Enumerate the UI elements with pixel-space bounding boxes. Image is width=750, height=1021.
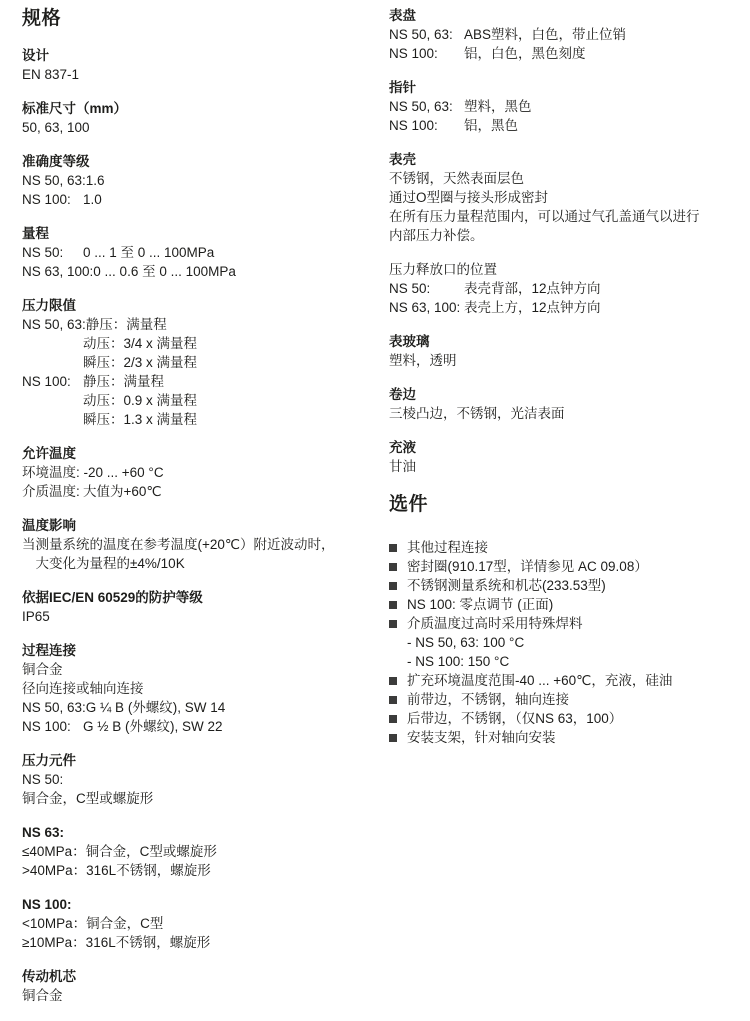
row-value: 0 ... 0.6 至 0 ... 100MPa <box>93 264 236 279</box>
section-heading: 标准尺寸（mm） <box>22 101 128 116</box>
section-heading: 表壳 <box>389 152 416 167</box>
option-item <box>389 728 739 747</box>
section-pressure-relief-location <box>389 260 739 317</box>
section-heading: 压力限值 <box>22 298 76 313</box>
text-line: 铜合金，C型或螺旋形 <box>22 791 154 806</box>
text-line: 大变化为量程的±4%/10K <box>22 556 185 571</box>
options-list <box>389 538 739 747</box>
row-value: ABS塑料，白色，带止位销 <box>464 27 627 42</box>
text-line: 径向连接或轴向连接 <box>22 681 144 696</box>
row-value: 表壳背部，12点钟方向 <box>464 281 601 296</box>
row-value: 塑料，黑色 <box>464 99 532 114</box>
section-heading: 指针 <box>389 80 416 95</box>
section-case <box>389 150 739 245</box>
row-label: NS 50, 63: <box>22 173 86 188</box>
spec-row <box>22 372 374 391</box>
section-heading: 过程连接 <box>22 643 76 658</box>
spec-row <box>389 279 739 298</box>
section-temperature-effect <box>22 516 374 573</box>
text-line: 三棱凸边，不锈钢，光洁表面 <box>389 406 565 421</box>
section-ring <box>389 385 739 423</box>
option-text: 其他过程连接 <box>407 540 488 555</box>
row-label: NS 100: <box>389 46 438 61</box>
section-pressure-element <box>22 751 374 808</box>
row-value: 静压：满量程 <box>83 374 164 389</box>
spec-row <box>22 717 374 736</box>
row-value: 静压：满量程 <box>85 317 167 332</box>
option-subline: - NS 100: 150 °C <box>407 654 510 669</box>
option-item <box>389 595 739 614</box>
bullet-square-icon <box>389 544 397 552</box>
option-text: 不锈钢测量系统和机芯(233.53型) <box>407 578 606 593</box>
section-permissible-temperature <box>22 444 374 501</box>
row-value: 动压：0.9 x 满量程 <box>83 393 198 408</box>
spec-row <box>22 353 374 372</box>
text-line: NS 50: <box>22 772 64 787</box>
section-heading: 设计 <box>22 48 49 63</box>
section-pressure-element-ns100 <box>22 895 374 952</box>
option-item <box>389 614 739 671</box>
row-value: 铝，黑色 <box>464 118 518 133</box>
spec-row <box>22 391 374 410</box>
left-column <box>22 6 374 1020</box>
text-line: 铜合金 <box>22 662 63 677</box>
spec-row <box>389 298 739 317</box>
section-dial <box>389 6 739 63</box>
option-text: 安装支架，针对轴向安装 <box>407 730 556 745</box>
row-value: 大值为+60℃ <box>83 484 162 499</box>
row-label: NS 100: <box>389 118 438 133</box>
row-label: NS 50, 63: <box>389 27 453 42</box>
row-value: 1.6 <box>85 173 105 188</box>
section-movement <box>22 967 374 1005</box>
section-heading: 传动机芯 <box>22 969 76 984</box>
section-process-connection <box>22 641 374 736</box>
row-value: 瞬压：1.3 x 满量程 <box>83 412 198 427</box>
text-line: 50, 63, 100 <box>22 120 90 135</box>
section-heading: 表盘 <box>389 8 416 23</box>
text-line: 塑料，透明 <box>389 353 457 368</box>
bullet-square-icon <box>389 734 397 742</box>
option-item <box>389 576 739 595</box>
section-heading: 压力元件 <box>22 753 76 768</box>
section-heading: 表玻璃 <box>389 334 430 349</box>
section-heading: 充液 <box>389 440 416 455</box>
page-title-options: 选件 <box>389 494 429 515</box>
spec-row <box>22 190 374 209</box>
text-line: 当测量系统的温度在参考温度(+20℃）附近波动时， <box>22 537 335 552</box>
row-value: 铝，白色，黑色刻度 <box>464 46 586 61</box>
row-value: 表壳上方，12点钟方向 <box>464 300 601 315</box>
section-nominal-size <box>22 99 374 137</box>
section-heading: 量程 <box>22 226 49 241</box>
section-filling-liquid <box>389 438 739 476</box>
row-value: 动压：3/4 x 满量程 <box>83 336 198 351</box>
text-line: 甘油 <box>389 459 416 474</box>
text-line: 压力释放口的位置 <box>389 262 497 277</box>
text-line: 环境温度: -20 ... +60 °C <box>22 465 164 480</box>
text-line: >40MPa：316L不锈钢，螺旋形 <box>22 863 211 878</box>
row-label: NS 50, 63: <box>22 317 86 332</box>
section-ingress-protection <box>22 588 374 626</box>
spec-row <box>389 44 739 63</box>
row-value: G ½ B (外螺纹), SW 22 <box>83 719 223 734</box>
text-line: 不锈钢，天然表面层色 <box>389 171 524 186</box>
row-label: NS 100: <box>22 374 71 389</box>
option-subline: - NS 50, 63: 100 °C <box>407 635 525 650</box>
section-heading: 允许温度 <box>22 446 76 461</box>
option-item <box>389 671 739 690</box>
text-line: 铜合金 <box>22 988 63 1003</box>
text-line: 在所有压力量程范围内，可以通过气孔盖通气以进行 <box>389 209 700 224</box>
spec-row <box>389 25 739 44</box>
row-label: NS 63, 100: <box>22 264 94 279</box>
spec-row <box>389 97 739 116</box>
option-item <box>389 709 739 728</box>
section-heading: 准确度等级 <box>22 154 90 169</box>
section-pressure-limits <box>22 296 374 429</box>
row-label: NS 50, 63: <box>22 700 86 715</box>
option-text: 介质温度过高时采用特殊焊料 <box>407 616 583 631</box>
text-line: IP65 <box>22 609 50 624</box>
section-pointer <box>389 78 739 135</box>
row-value: 瞬压：2/3 x 满量程 <box>83 355 198 370</box>
row-label: 介质温度: <box>22 484 80 499</box>
section-design <box>22 46 374 84</box>
option-item <box>389 557 739 576</box>
row-label: NS 63, 100: <box>389 300 461 315</box>
row-label: NS 100: <box>22 719 71 734</box>
row-value: 1.0 <box>83 192 102 207</box>
section-window <box>389 332 739 370</box>
bullet-square-icon <box>389 620 397 628</box>
bullet-square-icon <box>389 677 397 685</box>
option-text: 前带边，不锈钢，轴向连接 <box>407 692 569 707</box>
section-heading: 依据IEC/EN 60529的防护等级 <box>22 590 203 605</box>
row-label: NS 50: <box>22 245 64 260</box>
spec-row <box>389 116 739 135</box>
section-scale-range <box>22 224 374 281</box>
option-item <box>389 538 739 557</box>
bullet-square-icon <box>389 715 397 723</box>
option-text: 后带边，不锈钢，（仅NS 63，100） <box>407 711 623 726</box>
bullet-square-icon <box>389 582 397 590</box>
spec-row <box>22 410 374 429</box>
text-line: 通过O型圈与接头形成密封 <box>389 190 549 205</box>
section-heading: NS 100: <box>22 897 72 912</box>
text-line: EN 837-1 <box>22 67 80 82</box>
spec-row <box>22 171 374 190</box>
option-text: NS 100: 零点调节 (正面) <box>407 597 554 612</box>
bullet-square-icon <box>389 601 397 609</box>
section-heading: NS 63: <box>22 825 65 840</box>
spec-row <box>22 334 374 353</box>
row-label: NS 50, 63: <box>389 99 453 114</box>
row-label: NS 100: <box>22 192 71 207</box>
section-heading: 卷边 <box>389 387 416 402</box>
row-value: G ¼ B (外螺纹), SW 14 <box>85 700 226 715</box>
text-line: 内部压力补偿。 <box>389 228 484 243</box>
bullet-square-icon <box>389 696 397 704</box>
bullet-square-icon <box>389 563 397 571</box>
spec-row <box>22 698 374 717</box>
section-heading: 温度影响 <box>22 518 76 533</box>
right-column <box>389 6 739 747</box>
text-line: ≥10MPa：316L不锈钢，螺旋形 <box>22 935 211 950</box>
section-accuracy-class <box>22 152 374 209</box>
page-title-specifications: 规格 <box>22 8 62 29</box>
text-line: <10MPa：铜合金，C型 <box>22 916 164 931</box>
spec-row <box>22 262 374 281</box>
spec-row <box>22 243 374 262</box>
option-text: 密封圈(910.17型，详情参见 AC 09.08） <box>407 559 648 574</box>
row-label: NS 50: <box>389 281 431 296</box>
spec-row <box>22 482 374 501</box>
text-line: ≤40MPa：铜合金，C型或螺旋形 <box>22 844 217 859</box>
section-pressure-element-ns63 <box>22 823 374 880</box>
spec-row <box>22 315 374 334</box>
option-item <box>389 690 739 709</box>
row-value: 0 ... 1 至 0 ... 100MPa <box>83 245 215 260</box>
option-text: 扩充环境温度范围-40 ... +60℃，充液，硅油 <box>407 673 673 688</box>
